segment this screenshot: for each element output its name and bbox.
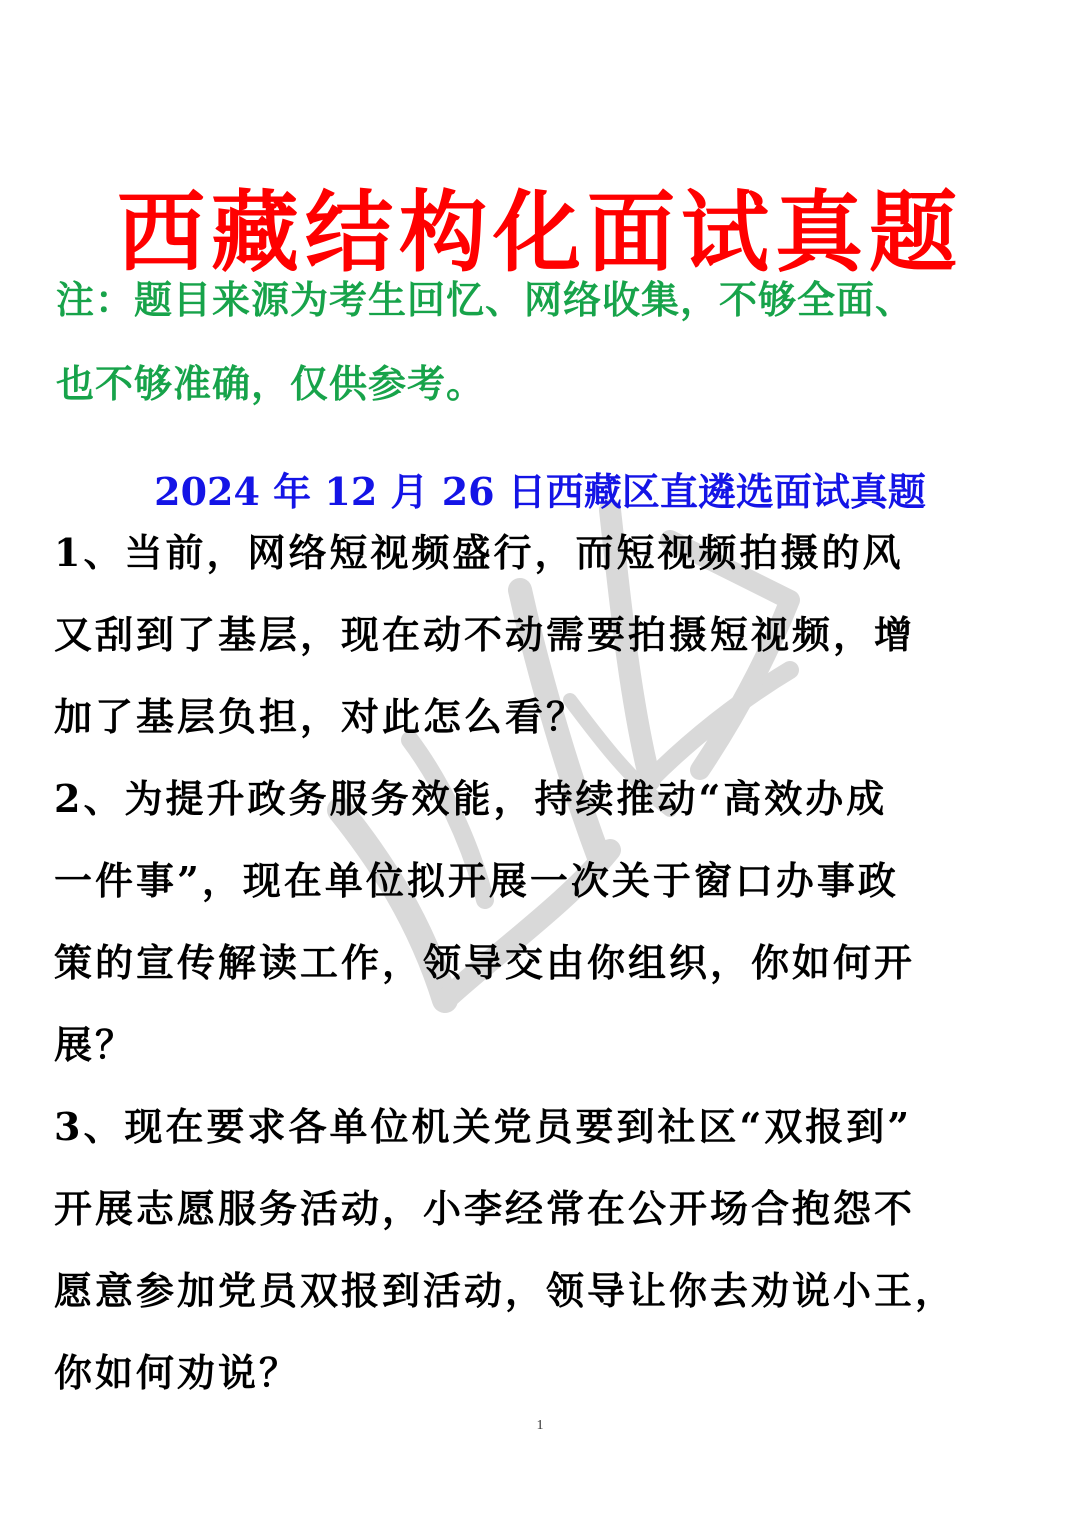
question-line: 又刮到了基层，现在动不动需要拍摄短视频，增 (54, 612, 916, 657)
question-item-3 (54, 1086, 1044, 1414)
question-line: 策的宣传解读工作，领导交由你组织，你如何开 (54, 940, 916, 985)
question-line: 愿意参加党员双报到活动，领导让你去劝说小王， (54, 1268, 957, 1313)
disclaimer-note (56, 258, 1046, 426)
page-number: 1 (536, 1418, 544, 1433)
question-line: 展？ (54, 1022, 137, 1067)
question-list (54, 512, 1044, 1414)
question-line: 1、当前，网络短视频盛行，而短视频拍摄的风 (54, 530, 904, 575)
note-line: 注：题目来源为考生回忆、网络收集，不够全面、 (56, 277, 915, 322)
question-line: 加了基层负担，对此怎么看？ (54, 694, 588, 739)
question-line: 开展志愿服务活动，小李经常在公开场合抱怨不 (54, 1186, 916, 1231)
note-line: 也不够准确，仅供参考。 (56, 361, 486, 406)
document-title: 西藏结构化面试真题 (116, 179, 963, 284)
question-line: 一件事”，现在单位拟开展一次关于窗口办事政 (54, 858, 899, 903)
question-item-2 (54, 758, 1044, 1086)
question-line: 3、现在要求各单位机关党员要到社区“双报到” (54, 1104, 913, 1149)
question-item-1 (54, 512, 1044, 758)
question-line: 你如何劝说？ (54, 1350, 301, 1395)
exam-date-heading: 2024 年 12 月 26 日西藏区直遴选面试真题 (154, 468, 926, 514)
question-line: 2、为提升政务服务效能，持续推动“高效办成 (54, 776, 888, 821)
